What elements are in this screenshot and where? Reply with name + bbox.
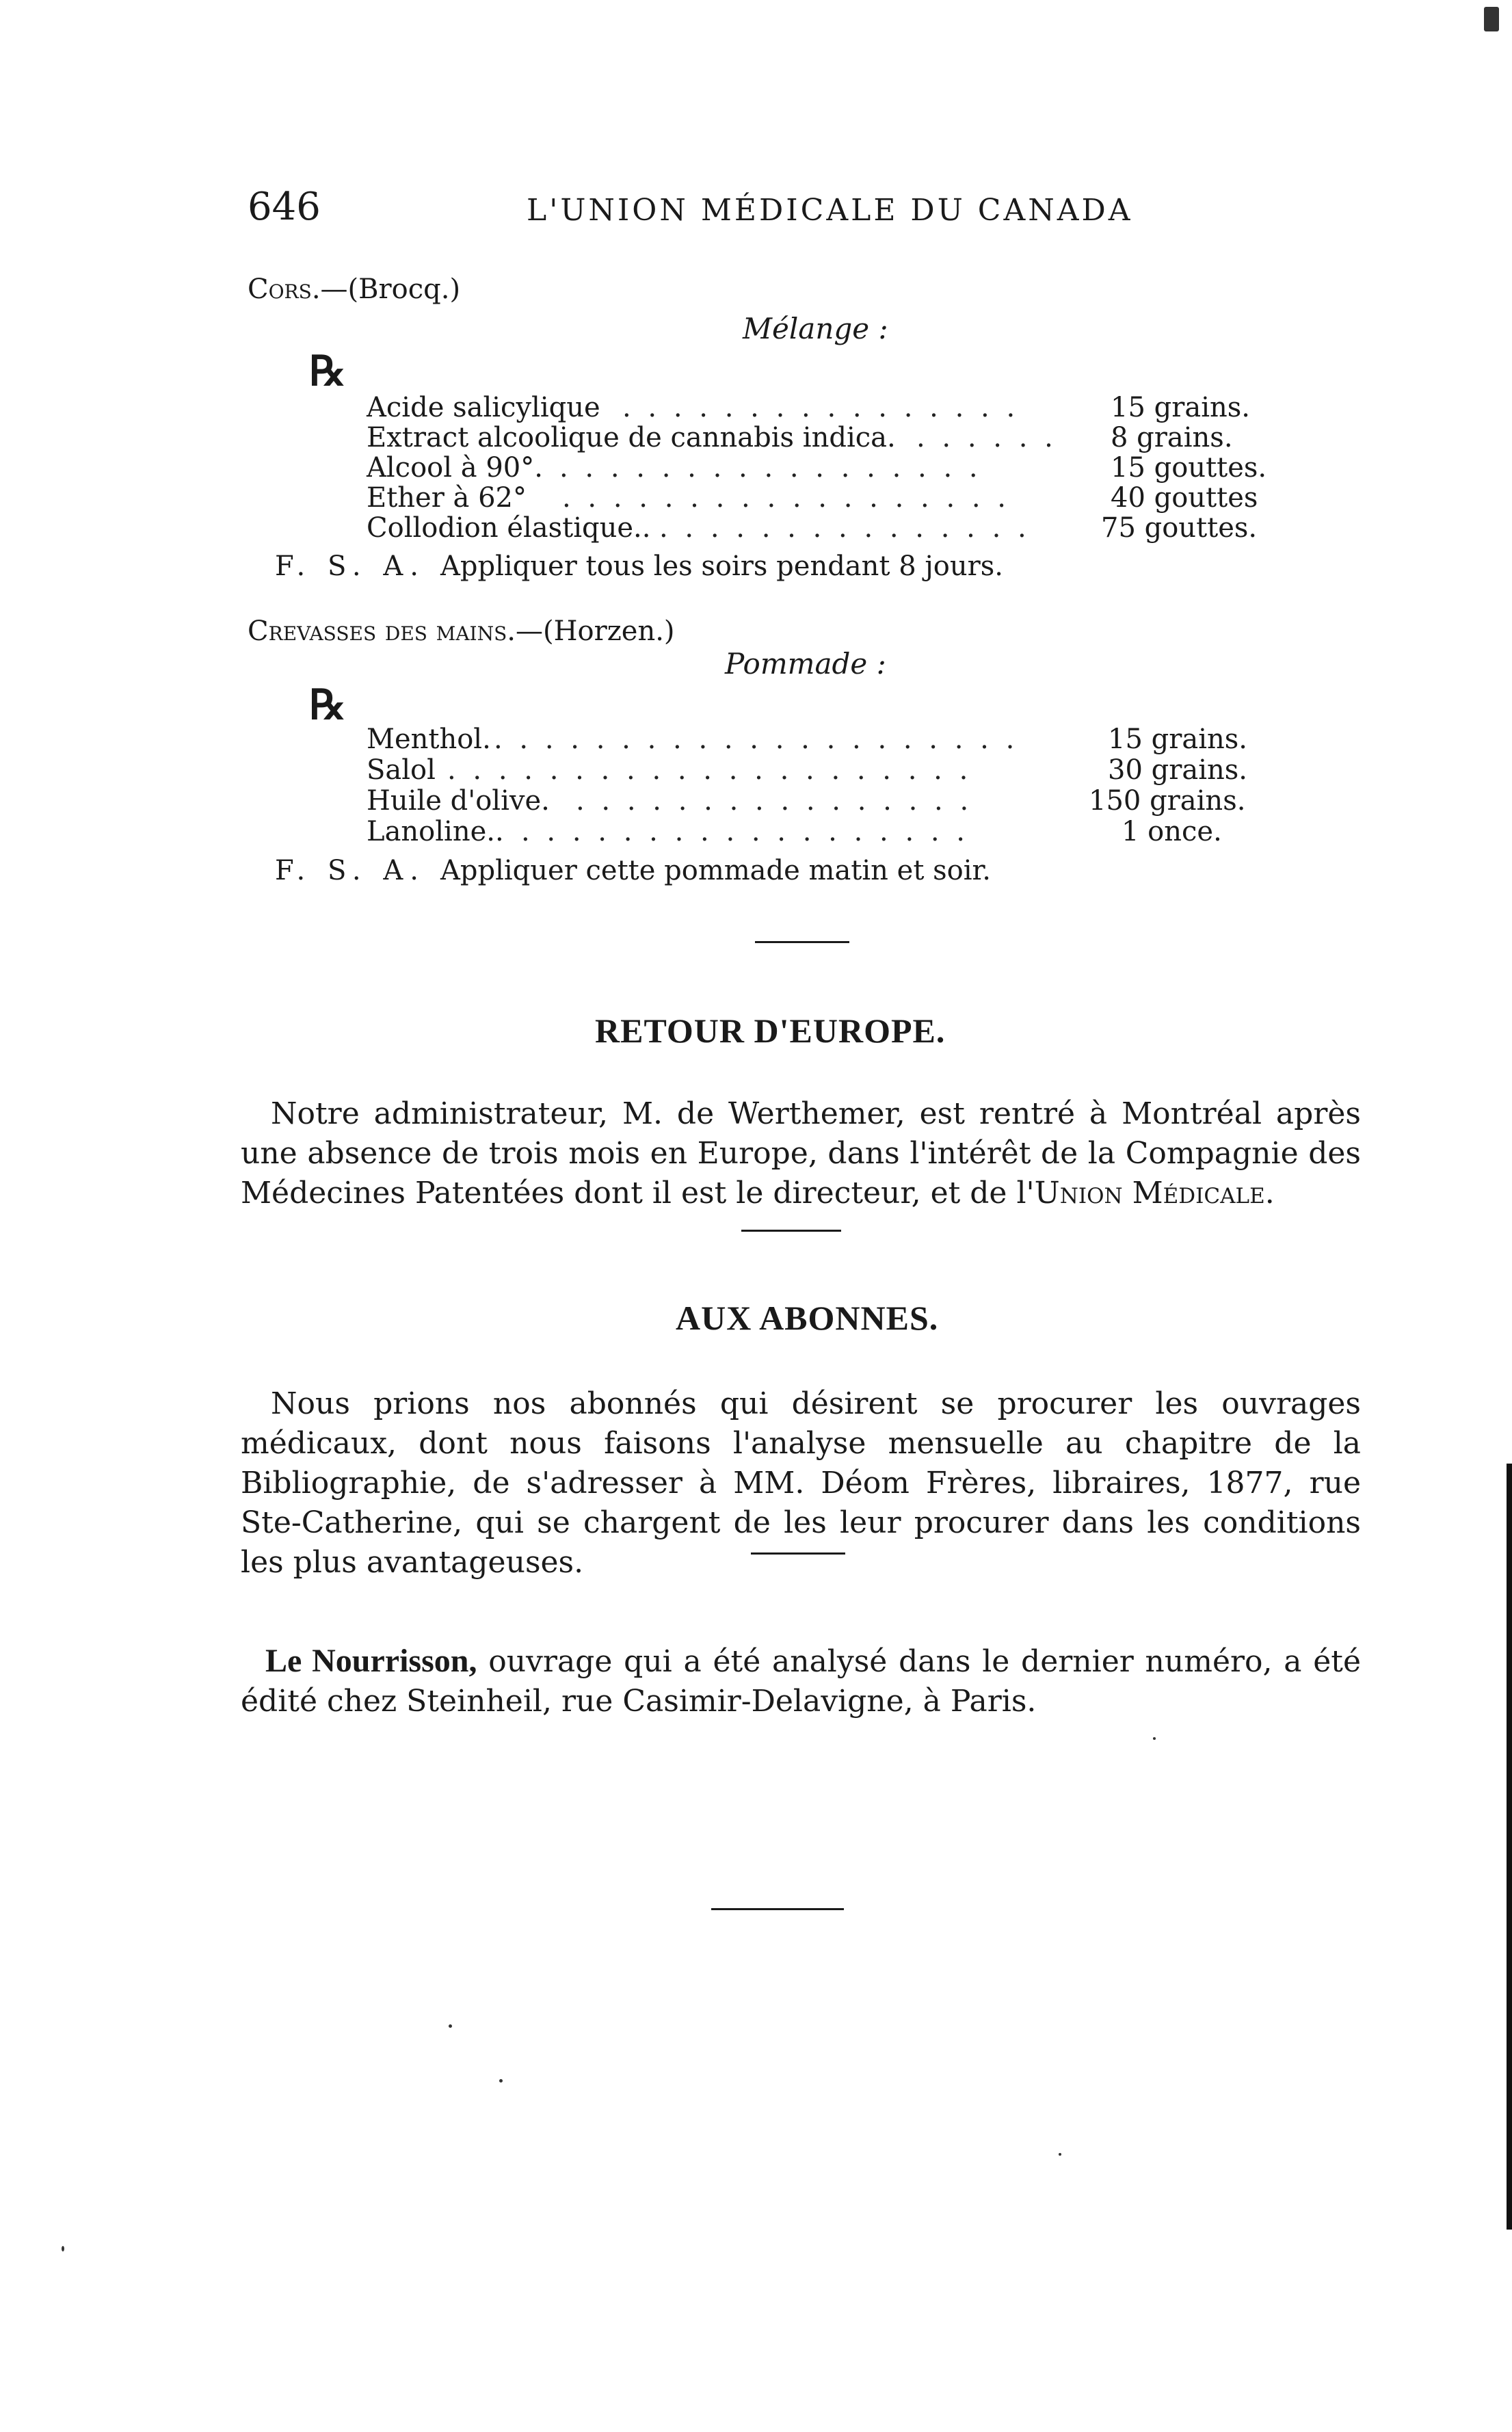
fsa-tag: F. S. A. [275,551,425,582]
ingredient-name: Lanoline.. [367,816,504,847]
ingredient-row [0,482,1512,515]
ingredient-row [0,392,1512,425]
ingredient-name: Collodion élastique.. [367,512,651,544]
leader-dots: . . . . . . . . . . . . . . . [659,512,1031,544]
notice-text: ouvrage qui a été analysé dans le dernier numéro, a été édité chez Steinheil, rue Casimir-Delavigne, à Paris. [241,1644,1362,1719]
paragraph-text: Nous prions nos abonnés qui désirent se procurer les ouvrages médicaux, dont nous faisons l'analyse mensuelle au chapitre de la Bibliographie, de s'adresser à MM. Déom Frères, libraires, 1877, rue Ste-Catherine, qui se chargent de les leur procurer dans les conditions les plus avantageuses. [241,1386,1361,1580]
ingredient-row [0,754,1512,787]
ingredient-quantity: 40 gouttes [1111,482,1258,514]
leader-dots: . . . . . . . . . . . . . . . . . . . . . [494,724,1019,755]
running-title: L'UNION MÉDICALE DU CANADA [527,193,1133,228]
section-paragraph [241,1094,1361,1213]
ingredient-row [0,452,1512,485]
ingredient-name: Alcool à 90°. [367,452,543,484]
fsa-tag: F. S. A. [275,855,425,886]
ingredient-row [0,422,1512,455]
leader-dots: . . . . . . . . . . . . . . . . [576,785,973,817]
scan-corner-mark [1484,7,1499,31]
ingredient-quantity: 15 grains. [1108,724,1247,755]
formula-instructions [275,551,1003,582]
ingredient-name: Huile d'olive. [367,785,550,817]
formula-title [248,616,675,647]
scan-speck [1059,2153,1061,2156]
formula-title-smallcaps: Crevasses des mains [248,616,507,647]
leader-dots: . . . . . . . . . . . . . . . . . . [521,816,970,847]
ingredient-name: Menthol. [367,724,491,755]
separator-rule [751,1552,845,1555]
leader-dots: . . . . . . . . . . . . . . . . . . . . . [447,754,972,786]
rx-icon: ℞ [309,347,346,395]
formula-title-source: .—(Brocq.) [311,274,461,305]
instructions-text: Appliquer cette pommade matin et soir. [440,855,991,886]
ingredient-quantity: 75 gouttes. [1101,512,1258,544]
scan-speck [449,2024,452,2028]
separator-rule [741,1230,841,1232]
leader-dots: . . . . . . [916,422,1057,453]
ingredient-row [0,512,1512,545]
section-title: AUX ABONNES. [676,1299,939,1337]
ingredient-quantity: 15 grains. [1111,392,1250,423]
notice-paragraph [241,1641,1361,1721]
page-number: 646 [248,185,321,229]
paragraph-end: . [1264,1176,1275,1211]
ingredient-name: Ether à 62° [367,482,527,514]
separator-rule [755,941,849,943]
ingredient-row [0,816,1512,849]
journal-name: Union Médicale [1034,1176,1265,1211]
leader-dots: . . . . . . . . . . . . . . . . [622,392,1020,423]
formula-title [248,274,460,305]
closing-rule [711,1908,844,1910]
formula-title-source: .—(Horzen.) [507,616,675,647]
ingredient-row [0,724,1512,756]
section-title: RETOUR D'EUROPE. [595,1012,946,1050]
rx-icon: ℞ [309,681,346,729]
leader-dots: . . . . . . . . . . . . . . . . . . [562,482,1011,514]
ingredient-quantity: 8 grains. [1111,422,1233,453]
formula-title-smallcaps: Cors [248,274,312,305]
formula-form: Pommade : [725,647,886,680]
ingredient-name: Extract alcoolique de cannabis indica. [367,422,896,453]
ingredient-quantity: 1 once. [1122,816,1222,847]
ingredient-row [0,785,1512,818]
notice-book-title: Le Nourrisson, [265,1643,477,1679]
ingredient-name: Salol [367,754,436,786]
scan-speck [1153,1737,1156,1740]
ingredient-quantity: 30 grains. [1108,754,1247,786]
ingredient-quantity: 15 gouttes. [1111,452,1267,484]
scan-speck [62,2246,64,2251]
paragraph-text: Notre administrateur, M. de Werthemer, est rentré à Montréal après une absence de trois mois en Europe, dans l'intérêt de la Compagnie des Médecines Patentées dont il est le directeur, et de l' [241,1096,1361,1211]
formula-instructions [275,855,991,886]
ingredient-name: Acide salicylique [367,392,600,423]
instructions-text: Appliquer tous les soirs pendant 8 jours. [440,551,1003,582]
leader-dots: . . . . . . . . . . . . . . . . . [559,452,982,484]
ingredient-quantity: 150 grains. [1089,785,1246,817]
formula-form: Mélange : [743,312,888,345]
scan-edge-shadow [1507,1464,1512,2230]
scan-speck [499,2079,503,2083]
